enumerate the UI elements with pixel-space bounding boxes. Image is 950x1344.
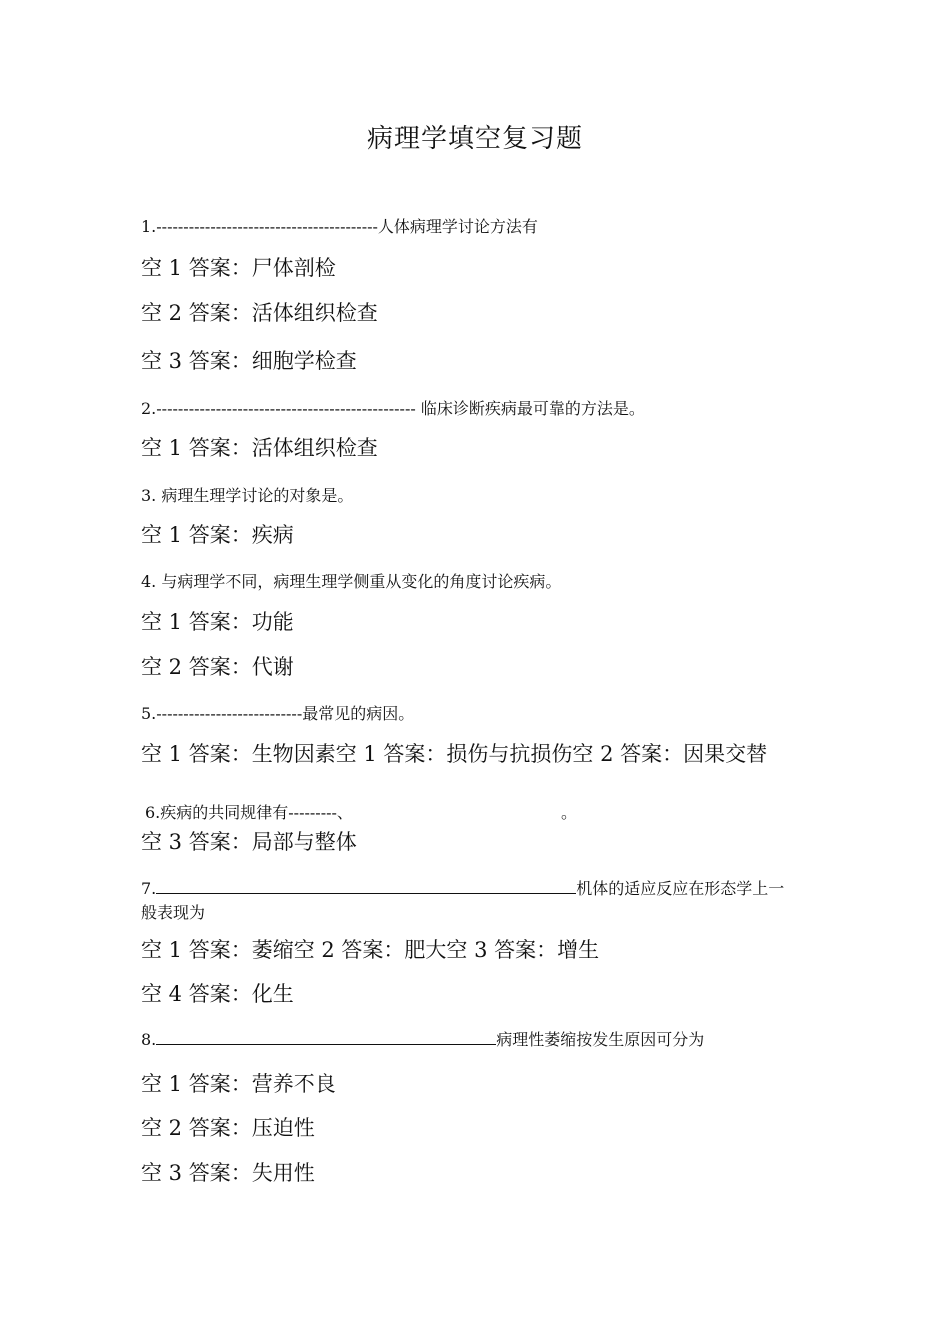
answer-8-2: 空 2 答案：压迫性 xyxy=(141,1116,315,1140)
question-3: 3. 病理生理学讨论的对象是。 xyxy=(141,486,354,505)
question-4: 4. 与病理学不同，病理生理学侧重从变化的角度讨论疾病。 xyxy=(141,572,562,591)
answer-2-1: 空 1 答案：活体组织检查 xyxy=(141,436,378,460)
answer-7-1: 空 1 答案：萎缩空 2 答案：肥大空 3 答案：增生 xyxy=(141,938,600,962)
answer-5-1: 空 1 答案：生物因素空 1 答案：损伤与抗损伤空 2 答案：因果交替 xyxy=(141,742,768,766)
answer-8-3: 空 3 答案：失用性 xyxy=(141,1161,315,1185)
question-8 xyxy=(141,1027,704,1050)
question-7-text: 机体的适应反应在形态学上一 xyxy=(576,879,785,898)
question-6: 6.疾病的共同规律有---------、 xyxy=(145,803,353,822)
answer-6-3: 空 3 答案：局部与整体 xyxy=(141,830,357,854)
answer-1-2: 空 2 答案：活体组织检查 xyxy=(141,301,378,325)
blank-line xyxy=(156,879,576,894)
answer-4-2: 空 2 答案：代谢 xyxy=(141,655,294,679)
question-7-number: 7. xyxy=(141,879,157,898)
question-1: 1.-----------------------------------------人体病理学讨论方法有 xyxy=(141,217,538,236)
answer-1-3: 空 3 答案：细胞学检查 xyxy=(141,349,357,373)
question-7-continued: 般表现为 xyxy=(141,903,206,922)
answer-1-1: 空 1 答案：尸体剖检 xyxy=(141,256,336,280)
blank-line xyxy=(156,1030,496,1045)
question-5: 5.---------------------------最常见的病因。 xyxy=(141,704,415,723)
answer-8-1: 空 1 答案：营养不良 xyxy=(141,1072,336,1096)
document-title: 病理学填空复习题 xyxy=(366,124,583,154)
question-7 xyxy=(141,876,784,899)
question-6-end: 。 xyxy=(561,803,578,822)
answer-4-1: 空 1 答案：功能 xyxy=(141,610,294,634)
question-8-text: 病理性萎缩按发生原因可分为 xyxy=(496,1030,705,1049)
question-2: 2.------------------------------------------------ 临床诊断疾病最可靠的方法是。 xyxy=(141,399,645,418)
question-8-number: 8. xyxy=(141,1030,157,1049)
answer-7-4: 空 4 答案：化生 xyxy=(141,982,294,1006)
answer-3-1: 空 1 答案：疾病 xyxy=(141,523,294,547)
